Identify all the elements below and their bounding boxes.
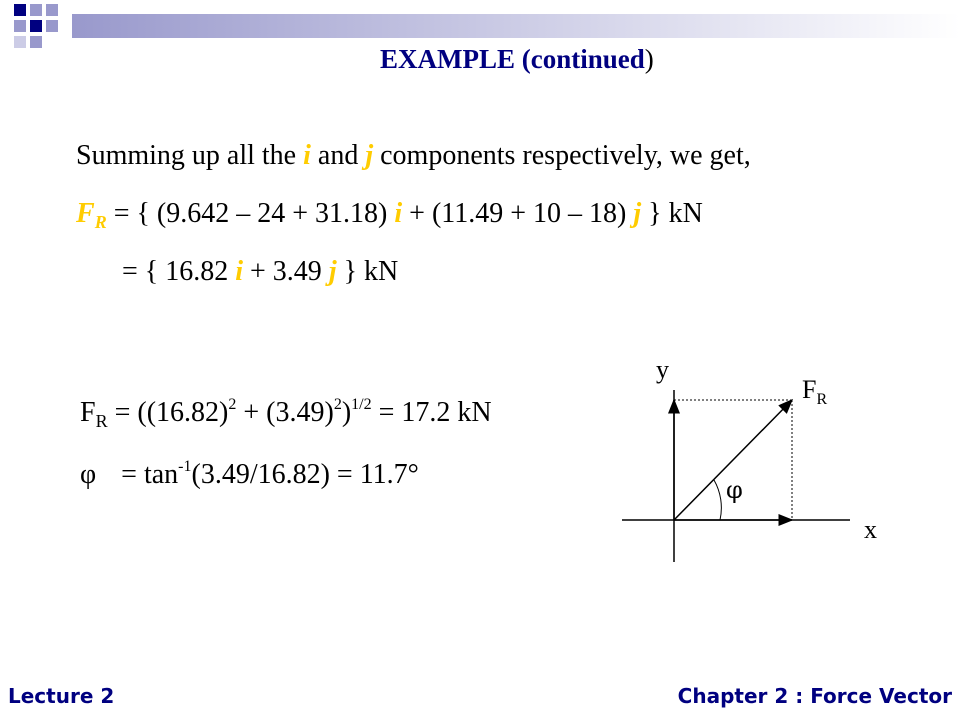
angle-result: (3.49/16.82) = 11.7° [191,459,419,490]
i-symbol: i [303,140,311,171]
force-symbol: F [802,375,817,404]
f-symbol: F [80,397,96,428]
phi-symbol: φ [80,459,97,490]
angle-arc [714,480,721,520]
i-symbol: i [235,256,244,287]
magnitude-text: + (3.49) [236,397,334,428]
deco-square [30,20,42,32]
square-superscript: 2 [228,396,237,413]
header-bar [72,14,960,38]
r-subscript: R [95,411,108,431]
square-superscript: 2 [333,396,342,413]
x-sum-text: = { (9.642 – 24 + 31.18) [106,198,395,229]
angle-text: = tan [114,459,179,490]
unit-text: } kN [641,198,703,229]
i-symbol: i [394,198,403,229]
force-label [802,375,827,408]
vector-diagram [600,350,920,580]
j-symbol: j [328,256,337,287]
footer-lecture: Lecture 2 [8,684,115,708]
angle-label: φ [726,476,743,504]
root-superscript: 1/2 [351,396,372,413]
deco-square [14,4,26,16]
deco-square [30,36,42,48]
x-component-text: = { 16.82 [122,256,236,287]
deco-square [46,20,58,32]
magnitude-text: ) [341,397,352,428]
resultant-sum-line [76,198,703,233]
summing-text: Summing up all the [76,140,304,171]
j-symbol: j [365,140,374,171]
inverse-superscript: -1 [178,458,192,475]
resultant-vector-line [122,256,398,288]
r-subscript: R [94,212,107,232]
force-subscript: R [816,391,828,408]
angle-line [80,458,419,491]
deco-square [30,4,42,16]
y-axis-label: y [656,355,669,384]
j-symbol: j [633,198,642,229]
magnitude-line [80,396,492,432]
deco-square [46,4,58,16]
slide-title [380,44,654,75]
x-axis-label: x [864,515,877,544]
y-sum-text: + (11.49 + 10 – 18) [402,198,634,229]
title-main: EXAMPLE (continued [380,44,645,74]
magnitude-text: = ((16.82) [107,397,229,428]
and-text: and [310,140,366,171]
deco-square [14,20,26,32]
f-symbol: F [76,198,95,229]
deco-square [14,36,26,48]
y-component-text: + 3.49 [243,256,329,287]
unit-text: } kN [336,256,399,287]
title-paren: ) [644,44,654,74]
magnitude-result: = 17.2 kN [371,397,492,428]
summing-line [76,140,751,172]
footer-chapter: Chapter 2 : Force Vector [677,684,952,708]
components-text: components respectively, we get, [373,140,751,171]
